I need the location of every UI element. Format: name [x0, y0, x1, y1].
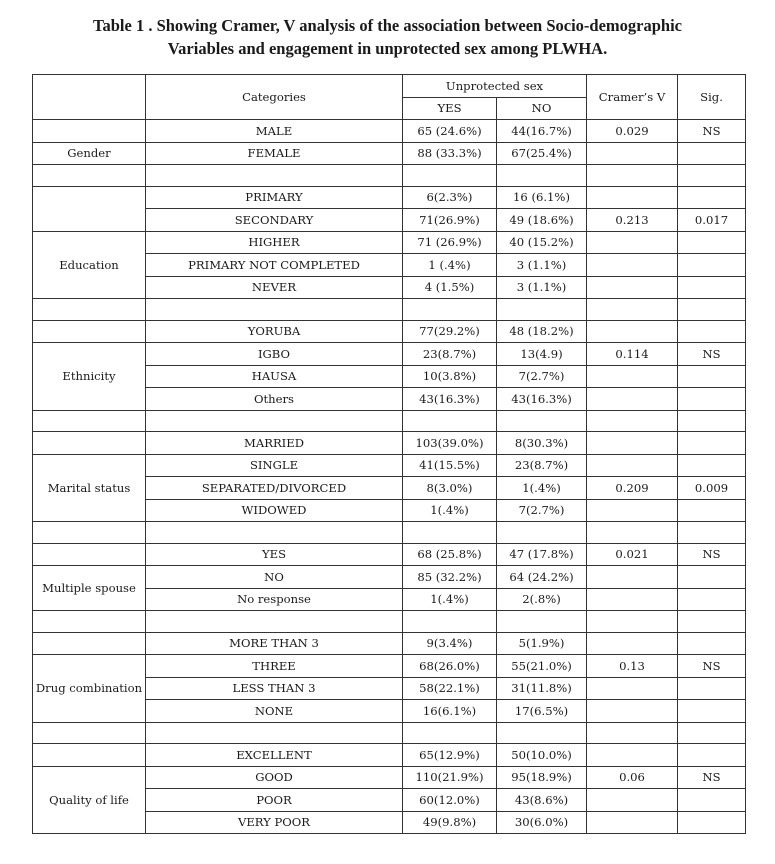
no-cell: 1(.4%)	[497, 477, 587, 500]
yes-cell: 41(15.5%)	[403, 454, 497, 477]
no-cell: 48 (18.2%)	[497, 320, 587, 343]
empty-cell	[403, 611, 497, 633]
cramers-v-empty	[587, 186, 678, 209]
no-cell: 3 (1.1%)	[497, 254, 587, 277]
category-cell: HAUSA	[146, 365, 403, 388]
spacer-row	[33, 165, 746, 187]
empty-cell	[587, 522, 678, 544]
cramers-v-empty	[587, 588, 678, 611]
variable-cell-upper	[33, 120, 146, 143]
cramers-v-empty	[587, 365, 678, 388]
table-row	[33, 343, 746, 366]
no-cell: 8(30.3%)	[497, 432, 587, 455]
no-cell: 67(25.4%)	[497, 142, 587, 165]
category-cell: NO	[146, 566, 403, 589]
yes-cell: 68(26.0%)	[403, 655, 497, 678]
category-cell: EXCELLENT	[146, 744, 403, 767]
yes-cell: 71(26.9%)	[403, 209, 497, 232]
category-cell: SEPARATED/DIVORCED	[146, 477, 403, 500]
table-row	[33, 744, 746, 767]
empty-cell	[33, 722, 146, 744]
empty-cell	[497, 522, 587, 544]
empty-cell	[146, 522, 403, 544]
yes-cell: 68 (25.8%)	[403, 543, 497, 566]
header-variable	[33, 75, 146, 120]
cramers-v-empty	[587, 432, 678, 455]
no-cell: 16 (6.1%)	[497, 186, 587, 209]
table-row	[33, 454, 746, 477]
variable-cell-upper	[33, 432, 146, 455]
table-row	[33, 766, 746, 789]
yes-cell: 4 (1.5%)	[403, 276, 497, 299]
sig-empty	[678, 811, 746, 834]
category-cell: POOR	[146, 789, 403, 812]
variable-cell-upper	[33, 186, 146, 231]
sig-value: NS	[678, 655, 746, 678]
cramers-v-empty	[587, 388, 678, 411]
cramers-v-value: 0.029	[587, 120, 678, 143]
caption-line-2: Variables and engagement in unprotected sex among PLWHA.	[167, 39, 608, 58]
yes-cell: 60(12.0%)	[403, 789, 497, 812]
header-unprotected-sex: Unprotected sex	[403, 75, 587, 98]
empty-cell	[587, 165, 678, 187]
cramers-v-value: 0.06	[587, 766, 678, 789]
category-cell: IGBO	[146, 343, 403, 366]
category-cell: SINGLE	[146, 454, 403, 477]
yes-cell: 65(12.9%)	[403, 744, 497, 767]
yes-cell: 85 (32.2%)	[403, 566, 497, 589]
sig-empty	[678, 588, 746, 611]
empty-cell	[497, 410, 587, 432]
empty-cell	[33, 611, 146, 633]
category-cell: SECONDARY	[146, 209, 403, 232]
empty-cell	[678, 299, 746, 321]
sig-empty	[678, 700, 746, 723]
sig-value: NS	[678, 343, 746, 366]
variable-label-drug-combination: Drug combination	[33, 655, 146, 723]
category-cell: MORE THAN 3	[146, 632, 403, 655]
sig-value: NS	[678, 766, 746, 789]
variable-cell-upper	[33, 744, 146, 767]
empty-cell	[403, 165, 497, 187]
category-cell: NONE	[146, 700, 403, 723]
category-cell: No response	[146, 588, 403, 611]
cramers-v-empty	[587, 744, 678, 767]
empty-cell	[497, 611, 587, 633]
sig-empty	[678, 320, 746, 343]
table-row	[33, 566, 746, 589]
spacer-row	[33, 299, 746, 321]
cramers-v-empty	[587, 454, 678, 477]
category-cell: NEVER	[146, 276, 403, 299]
yes-cell: 6(2.3%)	[403, 186, 497, 209]
table-row	[33, 543, 746, 566]
yes-cell: 58(22.1%)	[403, 677, 497, 700]
variable-label-marital-status: Marital status	[33, 454, 146, 522]
empty-cell	[33, 299, 146, 321]
category-cell: FEMALE	[146, 142, 403, 165]
cramers-v-empty	[587, 254, 678, 277]
sig-value: 0.009	[678, 477, 746, 500]
sig-empty	[678, 499, 746, 522]
table-row	[33, 142, 746, 165]
cramers-v-empty	[587, 142, 678, 165]
yes-cell: 49(9.8%)	[403, 811, 497, 834]
empty-cell	[403, 410, 497, 432]
yes-cell: 43(16.3%)	[403, 388, 497, 411]
empty-cell	[146, 165, 403, 187]
table-row	[33, 186, 746, 209]
sig-empty	[678, 566, 746, 589]
cramers-v-value: 0.114	[587, 343, 678, 366]
cramers-v-empty	[587, 320, 678, 343]
empty-cell	[678, 611, 746, 633]
table-row	[33, 432, 746, 455]
no-cell: 7(2.7%)	[497, 499, 587, 522]
empty-cell	[146, 410, 403, 432]
empty-cell	[403, 722, 497, 744]
category-cell: LESS THAN 3	[146, 677, 403, 700]
no-cell: 43(8.6%)	[497, 789, 587, 812]
variable-label-multiple-spouse: Multiple spouse	[33, 566, 146, 611]
category-cell: HIGHER	[146, 231, 403, 254]
empty-cell	[497, 299, 587, 321]
category-cell: WIDOWED	[146, 499, 403, 522]
sig-empty	[678, 276, 746, 299]
empty-cell	[587, 722, 678, 744]
no-cell: 7(2.7%)	[497, 365, 587, 388]
yes-cell: 23(8.7%)	[403, 343, 497, 366]
spacer-row	[33, 410, 746, 432]
empty-cell	[33, 522, 146, 544]
empty-cell	[587, 299, 678, 321]
empty-cell	[587, 611, 678, 633]
cramers-v-empty	[587, 276, 678, 299]
no-cell: 50(10.0%)	[497, 744, 587, 767]
yes-cell: 1 (.4%)	[403, 254, 497, 277]
cramers-v-empty	[587, 566, 678, 589]
variable-label-ethnicity: Ethnicity	[33, 343, 146, 411]
no-cell: 47 (17.8%)	[497, 543, 587, 566]
yes-cell: 88 (33.3%)	[403, 142, 497, 165]
no-cell: 3 (1.1%)	[497, 276, 587, 299]
sig-empty	[678, 432, 746, 455]
empty-cell	[587, 410, 678, 432]
sig-empty	[678, 365, 746, 388]
no-cell: 5(1.9%)	[497, 632, 587, 655]
header-categories: Categories	[146, 75, 403, 120]
no-cell: 31(11.8%)	[497, 677, 587, 700]
no-cell: 64 (24.2%)	[497, 566, 587, 589]
empty-cell	[497, 722, 587, 744]
empty-cell	[497, 165, 587, 187]
yes-cell: 9(3.4%)	[403, 632, 497, 655]
sig-empty	[678, 186, 746, 209]
category-cell: YES	[146, 543, 403, 566]
no-cell: 2(.8%)	[497, 588, 587, 611]
yes-cell: 77(29.2%)	[403, 320, 497, 343]
empty-cell	[33, 165, 146, 187]
category-cell: PRIMARY	[146, 186, 403, 209]
header-no: NO	[497, 97, 587, 120]
table-row	[33, 231, 746, 254]
spacer-row	[33, 611, 746, 633]
empty-cell	[146, 722, 403, 744]
header-row-1	[33, 75, 746, 98]
cramers-v-empty	[587, 811, 678, 834]
sig-empty	[678, 789, 746, 812]
cramers-v-empty	[587, 789, 678, 812]
category-cell: THREE	[146, 655, 403, 678]
empty-cell	[678, 522, 746, 544]
empty-cell	[678, 410, 746, 432]
variable-cell-upper	[33, 320, 146, 343]
cramers-v-value: 0.213	[587, 209, 678, 232]
no-cell: 17(6.5%)	[497, 700, 587, 723]
sig-value: NS	[678, 543, 746, 566]
empty-cell	[146, 299, 403, 321]
header-yes: YES	[403, 97, 497, 120]
no-cell: 30(6.0%)	[497, 811, 587, 834]
yes-cell: 65 (24.6%)	[403, 120, 497, 143]
no-cell: 95(18.9%)	[497, 766, 587, 789]
sig-empty	[678, 677, 746, 700]
cramers-v-empty	[587, 700, 678, 723]
yes-cell: 1(.4%)	[403, 499, 497, 522]
no-cell: 40 (15.2%)	[497, 231, 587, 254]
empty-cell	[678, 722, 746, 744]
category-cell: MALE	[146, 120, 403, 143]
header-cramers-v: Cramer’s V	[587, 75, 678, 120]
category-cell: MARRIED	[146, 432, 403, 455]
table-row	[33, 120, 746, 143]
empty-cell	[403, 299, 497, 321]
yes-cell: 110(21.9%)	[403, 766, 497, 789]
empty-cell	[146, 611, 403, 633]
category-cell: YORUBA	[146, 320, 403, 343]
variable-label-quality-of-life: Quality of life	[33, 766, 146, 834]
cramers-v-empty	[587, 632, 678, 655]
sig-empty	[678, 231, 746, 254]
sig-empty	[678, 744, 746, 767]
yes-cell: 8(3.0%)	[403, 477, 497, 500]
spacer-row	[33, 722, 746, 744]
table-row	[33, 320, 746, 343]
category-cell: Others	[146, 388, 403, 411]
yes-cell: 71 (26.9%)	[403, 231, 497, 254]
cramers-v-value: 0.021	[587, 543, 678, 566]
cramers-v-table	[32, 74, 746, 834]
category-cell: VERY POOR	[146, 811, 403, 834]
empty-cell	[403, 522, 497, 544]
caption-line-1: Table 1 . Showing Cramer, V analysis of the association between Socio-demographic	[93, 16, 682, 35]
spacer-row	[33, 522, 746, 544]
no-cell: 13(4.9)	[497, 343, 587, 366]
variable-cell-upper	[33, 632, 146, 655]
yes-cell: 103(39.0%)	[403, 432, 497, 455]
cramers-v-empty	[587, 231, 678, 254]
variable-label-education: Education	[33, 231, 146, 299]
empty-cell	[33, 410, 146, 432]
sig-empty	[678, 632, 746, 655]
sig-value: 0.017	[678, 209, 746, 232]
no-cell: 43(16.3%)	[497, 388, 587, 411]
cramers-v-value: 0.13	[587, 655, 678, 678]
table-row	[33, 632, 746, 655]
yes-cell: 16(6.1%)	[403, 700, 497, 723]
cramers-v-empty	[587, 499, 678, 522]
sig-empty	[678, 254, 746, 277]
no-cell: 49 (18.6%)	[497, 209, 587, 232]
category-cell: GOOD	[146, 766, 403, 789]
table-row	[33, 655, 746, 678]
category-cell: PRIMARY NOT COMPLETED	[146, 254, 403, 277]
no-cell: 55(21.0%)	[497, 655, 587, 678]
empty-cell	[678, 165, 746, 187]
sig-value: NS	[678, 120, 746, 143]
header-sig: Sig.	[678, 75, 746, 120]
sig-empty	[678, 454, 746, 477]
sig-empty	[678, 388, 746, 411]
sig-empty	[678, 142, 746, 165]
yes-cell: 1(.4%)	[403, 588, 497, 611]
no-cell: 23(8.7%)	[497, 454, 587, 477]
yes-cell: 10(3.8%)	[403, 365, 497, 388]
variable-label-gender: Gender	[33, 142, 146, 165]
variable-cell-upper	[33, 543, 146, 566]
cramers-v-value: 0.209	[587, 477, 678, 500]
cramers-v-empty	[587, 677, 678, 700]
table-caption	[0, 14, 775, 60]
no-cell: 44(16.7%)	[497, 120, 587, 143]
